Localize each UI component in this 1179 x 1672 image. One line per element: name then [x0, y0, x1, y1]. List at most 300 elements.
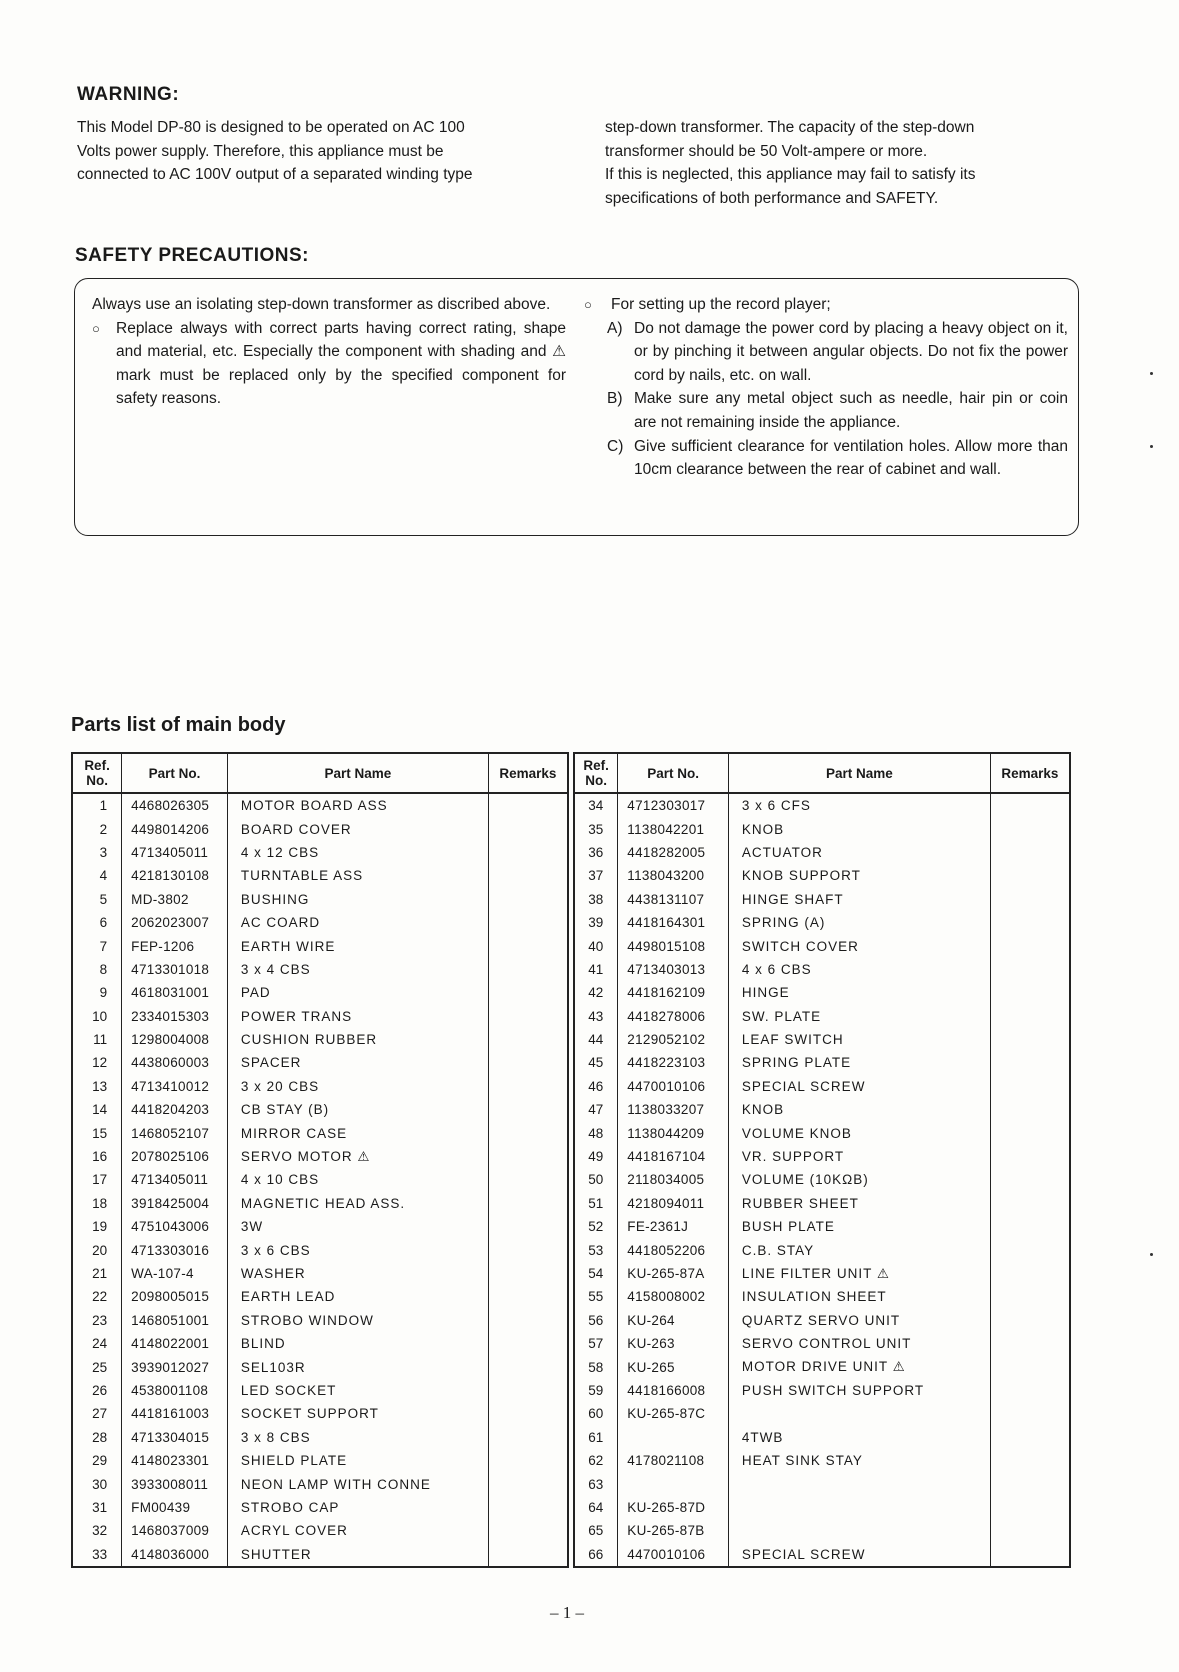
remarks-cell	[990, 1402, 1070, 1425]
part-name-cell: 3 x 20 CBS	[227, 1075, 488, 1098]
table-row	[574, 1145, 1070, 1168]
table-row	[574, 1005, 1070, 1028]
remarks-cell	[990, 1496, 1070, 1519]
table-header-row	[574, 753, 1070, 793]
part-no-cell: 4713304015	[122, 1426, 228, 1449]
ref-no-cell: 55	[574, 1285, 618, 1308]
table-row	[574, 1215, 1070, 1238]
ref-no-cell: 49	[574, 1145, 618, 1168]
ref-no-cell: 29	[72, 1449, 122, 1472]
part-no-cell: FM00439	[122, 1496, 228, 1519]
table-row	[574, 1168, 1070, 1191]
ref-no-cell: 13	[72, 1075, 122, 1098]
safety-left-first	[92, 293, 566, 317]
part-name-cell: SERVO CONTROL UNIT	[728, 1332, 990, 1355]
remarks-cell	[990, 841, 1070, 864]
part-no-cell: 2334015303	[122, 1005, 228, 1028]
part-no-cell: KU-263	[618, 1332, 729, 1355]
part-name-cell: SPECIAL SCREW	[728, 1543, 990, 1567]
part-no-cell: 4148023301	[122, 1449, 228, 1472]
part-name-cell: NEON LAMP WITH CONNE	[227, 1472, 488, 1495]
remarks-cell	[488, 911, 568, 934]
part-name-header: Part Name	[227, 753, 488, 793]
ref-no-cell: 52	[574, 1215, 618, 1238]
ref-no-cell: 6	[72, 911, 122, 934]
table-row	[72, 1121, 568, 1144]
ref-no-cell: 41	[574, 958, 618, 981]
table-row	[72, 958, 568, 981]
part-name-cell: STROBO CAP	[227, 1496, 488, 1519]
part-no-cell	[618, 1472, 729, 1495]
table-row	[574, 1355, 1070, 1378]
warning-heading: WARNING:	[77, 84, 180, 105]
ref-no-cell: 57	[574, 1332, 618, 1355]
part-name-cell: SERVO MOTOR ⚠	[227, 1145, 488, 1168]
safety-right-item-a	[584, 317, 1068, 388]
remarks-cell	[488, 1168, 568, 1191]
remarks-cell	[488, 981, 568, 1004]
part-no-cell: 4618031001	[122, 981, 228, 1004]
remarks-cell	[990, 1379, 1070, 1402]
part-no-cell: 4468026305	[122, 793, 228, 817]
remarks-cell	[488, 1098, 568, 1121]
ref-no-cell: 10	[72, 1005, 122, 1028]
part-name-cell: WASHER	[227, 1262, 488, 1285]
ref-no-cell: 50	[574, 1168, 618, 1191]
table-row	[574, 1238, 1070, 1261]
ref-no-cell: 31	[72, 1496, 122, 1519]
part-name-cell: LINE FILTER UNIT ⚠	[728, 1262, 990, 1285]
safety-right-intro-text: For setting up the record player;	[611, 296, 831, 313]
ref-no-cell: 3	[72, 841, 122, 864]
part-name-cell: MOTOR BOARD ASS	[227, 793, 488, 817]
parts-table-left	[71, 752, 569, 1568]
ref-no-cell: 9	[72, 981, 122, 1004]
remarks-cell	[488, 1145, 568, 1168]
warning-right-line: If this is neglected, this appliance may fail to satisfy its	[605, 166, 976, 183]
table-row	[72, 1496, 568, 1519]
part-name-cell: TURNTABLE ASS	[227, 864, 488, 887]
safety-right-column	[584, 293, 1068, 482]
ref-no-cell: 20	[72, 1238, 122, 1261]
part-name-cell: HEAT SINK STAY	[728, 1449, 990, 1472]
part-no-cell: KU-265	[618, 1355, 729, 1378]
part-name-header: Part Name	[728, 753, 990, 793]
ref-no-cell: 30	[72, 1472, 122, 1495]
safety-left-bullet-pre: Replace always with correct parts having correct rating, shape and material, etc. Especially the component with shading and	[116, 319, 566, 361]
table-row	[574, 864, 1070, 887]
warning-text-right	[605, 116, 1081, 210]
remarks-cell	[990, 1519, 1070, 1542]
safety-right-item-b	[584, 387, 1068, 434]
remarks-cell	[488, 934, 568, 957]
ref-no-cell: 18	[72, 1192, 122, 1215]
part-name-cell: SOCKET SUPPORT	[227, 1402, 488, 1425]
ref-no-cell: 4	[72, 864, 122, 887]
table-row	[574, 911, 1070, 934]
remarks-cell	[488, 1028, 568, 1051]
ref-no-cell: 24	[72, 1332, 122, 1355]
part-name-cell: VOLUME (10KΩB)	[728, 1168, 990, 1191]
table-row	[72, 1449, 568, 1472]
table-row	[72, 1379, 568, 1402]
remarks-cell	[990, 1309, 1070, 1332]
ref-no-cell: 12	[72, 1051, 122, 1074]
part-name-cell: C.B. STAY	[728, 1238, 990, 1261]
table-row	[574, 1472, 1070, 1495]
safety-item-text: Make sure any metal object such as needle, hair pin or coin are not remaining inside the appliance.	[634, 390, 1068, 431]
table-row	[574, 1519, 1070, 1542]
table-row	[72, 1215, 568, 1238]
part-no-cell: 4498015108	[618, 934, 729, 957]
part-no-cell: 1138033207	[618, 1098, 729, 1121]
part-name-cell: BUSHING	[227, 888, 488, 911]
part-name-cell: EARTH LEAD	[227, 1285, 488, 1308]
remarks-cell	[990, 1355, 1070, 1378]
part-no-cell: 4418052206	[618, 1238, 729, 1261]
part-no-cell: KU-265-87B	[618, 1519, 729, 1542]
remarks-cell	[990, 1051, 1070, 1074]
part-name-cell: ACRYL COVER	[227, 1519, 488, 1542]
remarks-header: Remarks	[990, 753, 1070, 793]
ref-no-cell: 16	[72, 1145, 122, 1168]
part-no-cell: 4158008002	[618, 1285, 729, 1308]
ref-no-cell: 11	[72, 1028, 122, 1051]
part-no-cell: 2062023007	[122, 911, 228, 934]
safety-item-text: Give sufficient clearance for ventilation holes. Allow more than 10cm clearance between the rear of cabinet and wall.	[634, 437, 1068, 479]
part-name-cell: SHUTTER	[227, 1543, 488, 1567]
table-row	[574, 934, 1070, 957]
ref-no-cell: 64	[574, 1496, 618, 1519]
safety-item-marker: A)	[607, 319, 623, 337]
remarks-cell	[488, 1543, 568, 1567]
part-name-cell: VR. SUPPORT	[728, 1145, 990, 1168]
part-name-cell: SPRING (A)	[728, 911, 990, 934]
part-name-cell: PUSH SWITCH SUPPORT	[728, 1379, 990, 1402]
remarks-cell	[488, 1426, 568, 1449]
part-no-header: Part No.	[618, 753, 729, 793]
part-no-cell: 4713303016	[122, 1238, 228, 1261]
remarks-cell	[488, 1355, 568, 1378]
part-name-cell: SEL103R	[227, 1355, 488, 1378]
part-no-cell: 4418164301	[618, 911, 729, 934]
table-row	[72, 864, 568, 887]
ref-no-cell: 32	[72, 1519, 122, 1542]
part-name-cell: RUBBER SHEET	[728, 1192, 990, 1215]
ref-no-cell: 27	[72, 1402, 122, 1425]
part-name-cell: KNOB	[728, 1098, 990, 1121]
ref-no-cell: 59	[574, 1379, 618, 1402]
table-row	[72, 1332, 568, 1355]
warning-left-line: This Model DP-80 is designed to be operated on AC 100	[77, 119, 465, 136]
circle-bullet-icon: ○	[584, 297, 592, 312]
warning-left-line: Volts power supply. Therefore, this appliance must be	[77, 142, 444, 160]
part-name-cell: QUARTZ SERVO UNIT	[728, 1309, 990, 1332]
table-row	[574, 841, 1070, 864]
remarks-cell	[488, 864, 568, 887]
remarks-cell	[488, 1332, 568, 1355]
table-row	[72, 817, 568, 840]
part-no-cell: 4418278006	[618, 1005, 729, 1028]
part-name-cell: SWITCH COVER	[728, 934, 990, 957]
ref-no-cell: 2	[72, 817, 122, 840]
ref-no-cell: 14	[72, 1098, 122, 1121]
ref-no-cell: 19	[72, 1215, 122, 1238]
remarks-cell	[990, 934, 1070, 957]
part-name-cell: SW. PLATE	[728, 1005, 990, 1028]
ref-no-cell: 63	[574, 1472, 618, 1495]
table-row	[72, 981, 568, 1004]
safety-item-marker: C)	[607, 437, 624, 455]
part-no-cell: 4148036000	[122, 1543, 228, 1567]
table-row	[72, 1098, 568, 1121]
part-name-cell: BOARD COVER	[227, 817, 488, 840]
table-row	[72, 1028, 568, 1051]
part-no-cell: 4418162109	[618, 981, 729, 1004]
remarks-cell	[990, 1005, 1070, 1028]
remarks-cell	[488, 1519, 568, 1542]
table-row	[574, 958, 1070, 981]
ref-no-cell: 7	[72, 934, 122, 957]
part-no-cell: 2098005015	[122, 1285, 228, 1308]
part-no-cell: 4418166008	[618, 1379, 729, 1402]
remarks-cell	[990, 864, 1070, 887]
table-row	[72, 1402, 568, 1425]
remarks-cell	[990, 1472, 1070, 1495]
part-name-cell: BLIND	[227, 1332, 488, 1355]
parts-table-right	[573, 752, 1071, 1568]
table-row	[72, 1309, 568, 1332]
part-name-cell: LED SOCKET	[227, 1379, 488, 1402]
part-name-cell: HINGE SHAFT	[728, 888, 990, 911]
table-header-row	[72, 753, 568, 793]
scan-speck	[1150, 372, 1153, 375]
warning-right-line: step-down transformer. The capacity of the step-down	[605, 119, 975, 136]
part-no-cell: 4751043006	[122, 1215, 228, 1238]
table-row	[72, 793, 568, 817]
part-no-header: Part No.	[122, 753, 228, 793]
part-name-cell	[728, 1472, 990, 1495]
remarks-cell	[990, 888, 1070, 911]
table-row	[72, 1426, 568, 1449]
part-name-cell: 3 x 8 CBS	[227, 1426, 488, 1449]
ref-no-cell: 51	[574, 1192, 618, 1215]
part-no-cell: KU-265-87A	[618, 1262, 729, 1285]
part-no-cell: 2078025106	[122, 1145, 228, 1168]
part-no-cell: 4438060003	[122, 1051, 228, 1074]
remarks-cell	[990, 1028, 1070, 1051]
remarks-cell	[990, 1121, 1070, 1144]
part-name-cell: 3 x 4 CBS	[227, 958, 488, 981]
part-name-cell: STROBO WINDOW	[227, 1309, 488, 1332]
part-name-cell: VOLUME KNOB	[728, 1121, 990, 1144]
table-row	[72, 1075, 568, 1098]
ref-no-cell: 37	[574, 864, 618, 887]
remarks-cell	[488, 958, 568, 981]
remarks-cell	[990, 817, 1070, 840]
part-no-cell: 4418223103	[618, 1051, 729, 1074]
ref-no-cell: 54	[574, 1262, 618, 1285]
part-no-cell: 2129052102	[618, 1028, 729, 1051]
table-row	[72, 1238, 568, 1261]
remarks-cell	[990, 1285, 1070, 1308]
part-no-cell: WA-107-4	[122, 1262, 228, 1285]
part-no-cell: 4418167104	[618, 1145, 729, 1168]
table-row	[72, 1145, 568, 1168]
table-row	[574, 888, 1070, 911]
part-name-cell: 4 x 12 CBS	[227, 841, 488, 864]
ref-no-cell: 33	[72, 1543, 122, 1567]
part-no-cell: 4148022001	[122, 1332, 228, 1355]
circle-bullet-icon: ○	[92, 320, 100, 336]
ref-no-cell: 53	[574, 1238, 618, 1261]
remarks-cell	[488, 1309, 568, 1332]
part-no-cell: KU-264	[618, 1309, 729, 1332]
warning-text-left	[77, 116, 551, 187]
part-name-cell: HINGE	[728, 981, 990, 1004]
part-name-cell: LEAF SWITCH	[728, 1028, 990, 1051]
ref-no-cell: 61	[574, 1426, 618, 1449]
part-no-cell: 1468051001	[122, 1309, 228, 1332]
remarks-cell	[488, 1005, 568, 1028]
part-no-cell: 4218130108	[122, 864, 228, 887]
remarks-cell	[488, 1215, 568, 1238]
safety-left-first-text: Always use an isolating step-down transformer as discribed above.	[92, 296, 551, 313]
scan-speck	[1150, 1253, 1153, 1256]
warning-triangle-icon: ⚠	[552, 343, 567, 361]
part-name-cell: POWER TRANS	[227, 1005, 488, 1028]
part-no-cell: 1138044209	[618, 1121, 729, 1144]
part-no-cell: 3933008011	[122, 1472, 228, 1495]
table-row	[72, 1472, 568, 1495]
ref-no-cell: 23	[72, 1309, 122, 1332]
ref-no-cell: 40	[574, 934, 618, 957]
remarks-cell	[488, 1051, 568, 1074]
part-name-cell: SPACER	[227, 1051, 488, 1074]
safety-left-bullet-post: mark must be replaced only by the specified component for safety reasons.	[116, 366, 566, 408]
page-number: – 1 –	[550, 1603, 584, 1622]
safety-left-bullet-text	[116, 317, 566, 411]
remarks-cell	[488, 793, 568, 817]
ref-no-cell: 38	[574, 888, 618, 911]
table-row	[72, 1285, 568, 1308]
table-row	[574, 981, 1070, 1004]
safety-item-text: Do not damage the power cord by placing a heavy object on it, or by pinching it between angular objects. Do not fix the power cord by nails, etc. on wall.	[634, 319, 1068, 384]
remarks-cell	[990, 1262, 1070, 1285]
part-no-cell: 4438131107	[618, 888, 729, 911]
warning-right-line: specifications of both performance and SAFETY.	[605, 189, 939, 207]
remarks-cell	[990, 1426, 1070, 1449]
table-row	[574, 1379, 1070, 1402]
part-name-cell: 4 x 10 CBS	[227, 1168, 488, 1191]
part-no-cell: KU-265-87C	[618, 1402, 729, 1425]
table-row	[574, 1192, 1070, 1215]
table-row	[72, 888, 568, 911]
ref-no-cell: 35	[574, 817, 618, 840]
scan-speck	[1150, 445, 1153, 448]
remarks-cell	[488, 817, 568, 840]
table-row	[574, 1543, 1070, 1567]
part-name-cell	[728, 1519, 990, 1542]
part-no-cell: 4713403013	[618, 958, 729, 981]
part-no-cell: 4713405011	[122, 841, 228, 864]
remarks-cell	[488, 841, 568, 864]
parts-table-left-body	[72, 793, 568, 1567]
part-no-cell: 1468037009	[122, 1519, 228, 1542]
table-row	[574, 1402, 1070, 1425]
remarks-cell	[990, 1075, 1070, 1098]
part-name-cell: INSULATION SHEET	[728, 1285, 990, 1308]
table-row	[574, 1285, 1070, 1308]
safety-heading: SAFETY PRECAUTIONS:	[75, 245, 310, 266]
warning-left-line: connected to AC 100V output of a separated winding type	[77, 166, 473, 183]
ref-no-cell: 1	[72, 793, 122, 817]
part-name-cell: SPRING PLATE	[728, 1051, 990, 1074]
part-no-cell: 4470010106	[618, 1075, 729, 1098]
ref-no-cell: 25	[72, 1355, 122, 1378]
part-name-cell: SPECIAL SCREW	[728, 1075, 990, 1098]
part-no-cell: 1138042201	[618, 817, 729, 840]
table-row	[574, 1426, 1070, 1449]
table-row	[574, 1051, 1070, 1074]
part-name-cell: BUSH PLATE	[728, 1215, 990, 1238]
part-no-cell: 1468052107	[122, 1121, 228, 1144]
part-name-cell: AC COARD	[227, 911, 488, 934]
remarks-cell	[488, 1121, 568, 1144]
part-name-cell: 3 x 6 CBS	[227, 1238, 488, 1261]
ref-no-cell: 5	[72, 888, 122, 911]
remarks-cell	[488, 1192, 568, 1215]
table-row	[574, 1121, 1070, 1144]
remarks-header: Remarks	[488, 753, 568, 793]
part-no-cell: FEP-1206	[122, 934, 228, 957]
safety-right-intro	[584, 293, 1068, 317]
table-row	[72, 1519, 568, 1542]
part-name-cell: 3W	[227, 1215, 488, 1238]
safety-item-marker: B)	[607, 390, 623, 408]
ref-no-cell: 28	[72, 1426, 122, 1449]
table-row	[72, 1051, 568, 1074]
part-name-cell: 4TWB	[728, 1426, 990, 1449]
remarks-cell	[990, 1332, 1070, 1355]
remarks-cell	[488, 1449, 568, 1472]
part-name-cell: MOTOR DRIVE UNIT ⚠	[728, 1355, 990, 1378]
ref-no-cell: 46	[574, 1075, 618, 1098]
table-row	[72, 934, 568, 957]
ref-no-cell: 39	[574, 911, 618, 934]
remarks-cell	[990, 1168, 1070, 1191]
remarks-cell	[990, 1543, 1070, 1567]
table-row	[72, 1005, 568, 1028]
ref-no-cell: 43	[574, 1005, 618, 1028]
table-row	[574, 1075, 1070, 1098]
safety-left-column	[92, 293, 566, 411]
remarks-cell	[488, 1472, 568, 1495]
part-no-cell: MD-3802	[122, 888, 228, 911]
part-no-cell	[618, 1426, 729, 1449]
remarks-cell	[488, 1402, 568, 1425]
part-name-cell: CUSHION RUBBER	[227, 1028, 488, 1051]
part-name-cell: SHIELD PLATE	[227, 1449, 488, 1472]
remarks-cell	[488, 1262, 568, 1285]
part-name-cell: KNOB	[728, 817, 990, 840]
remarks-cell	[990, 1192, 1070, 1215]
remarks-cell	[990, 1238, 1070, 1261]
remarks-cell	[990, 911, 1070, 934]
part-no-cell: 3918425004	[122, 1192, 228, 1215]
ref-no-cell: 8	[72, 958, 122, 981]
ref-no-cell: 17	[72, 1168, 122, 1191]
